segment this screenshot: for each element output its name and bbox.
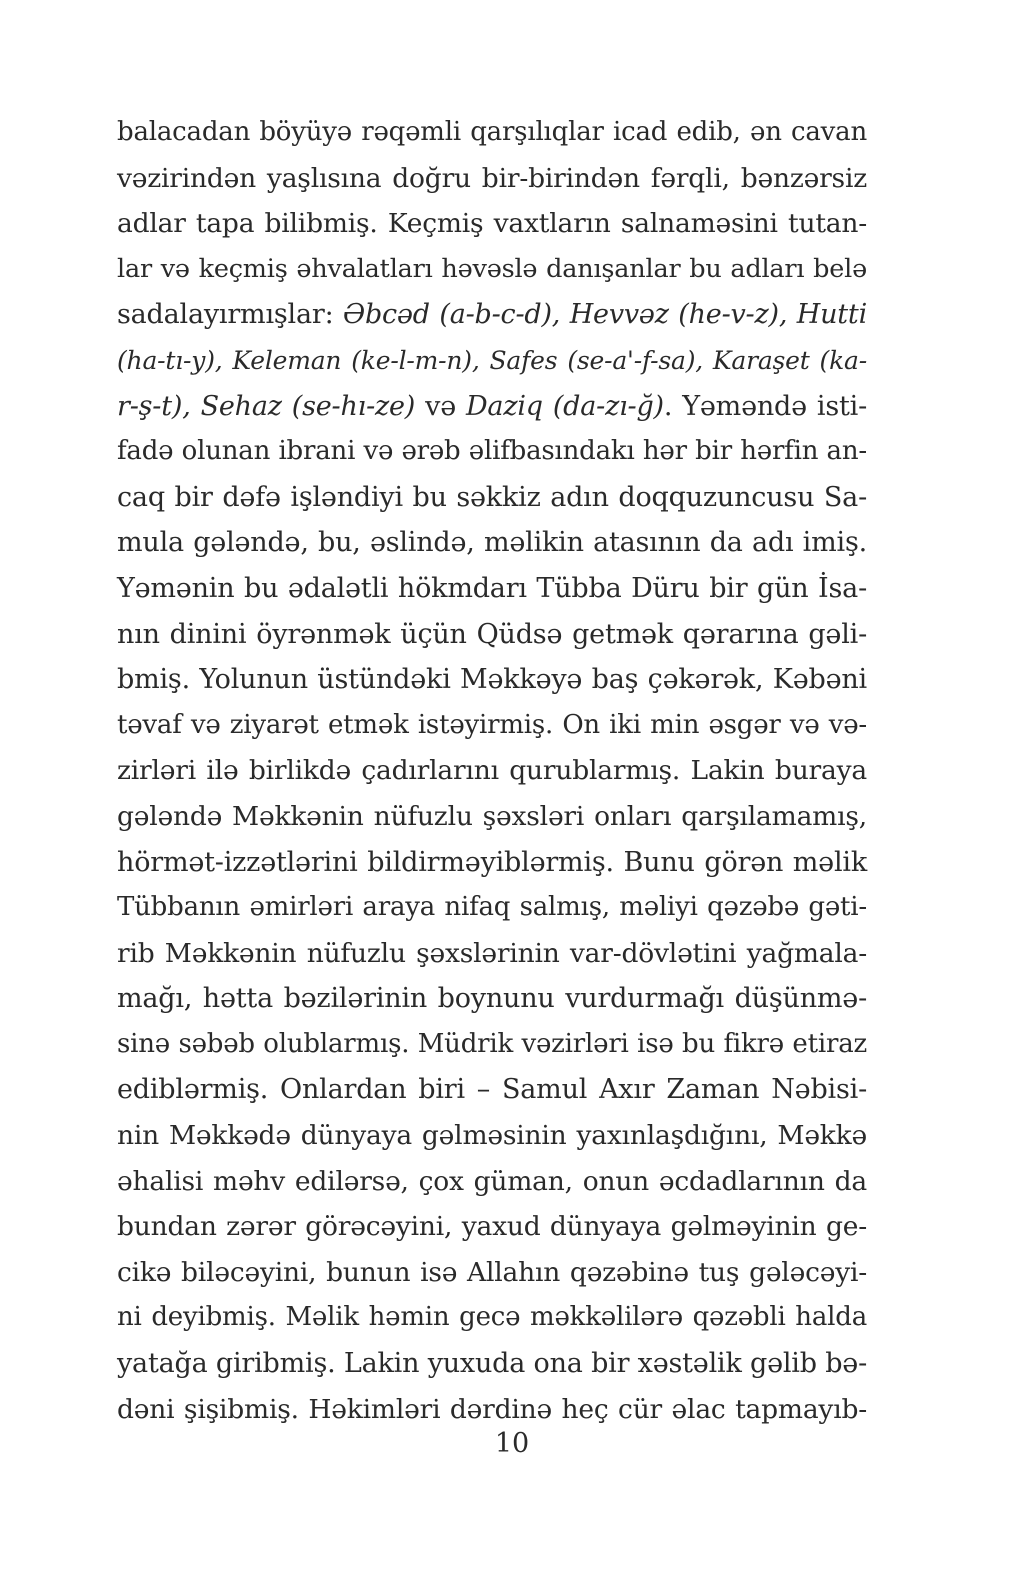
- text-segment: və: [415, 390, 466, 422]
- text-segment: təvaf və ziyarət etmək istəyirmiş. On iki min əsgər və və-: [117, 709, 867, 740]
- text-segment: lar və keçmiş əhvalatları həvəslə danışanlar bu adları belə: [117, 253, 867, 284]
- text-line: [117, 1250, 867, 1296]
- text-segment: mula gələndə, bu, əslində, məlikin atasının da adı imiş.: [117, 527, 867, 559]
- text-segment: Yəmənin bu ədalətli hökmdarı Tübba Düru bir gün İsa-: [117, 572, 867, 604]
- text-segment: rib Məkkənin nüfuzlu şəxslərinin var-dövlətini yağmala-: [117, 937, 867, 969]
- text-line: [117, 110, 867, 156]
- text-line: [117, 976, 867, 1022]
- text-segment: bmiş. Yolunun üstündəki Məkkəyə baş çəkərək, Kəbəni: [117, 664, 867, 696]
- text-line: [117, 201, 867, 247]
- text-line: [117, 794, 867, 840]
- text-segment: ni deyibmiş. Məlik həmin gecə məkkəlilərə qəzəbli halda: [117, 1302, 867, 1333]
- text-segment: ediblərmiş. Onlardan biri – Samul Axır Zaman Nəbisi-: [117, 1074, 867, 1106]
- text-line: [117, 384, 867, 430]
- body-text: [117, 110, 867, 1432]
- text-segment: bundan zərər görəcəyini, yaxud dünyaya gəlməyinin ge-: [117, 1211, 867, 1243]
- text-line: [117, 1159, 867, 1205]
- text-line: [117, 566, 867, 612]
- text-segment: əhalisi məhv edilərsə, çox güman, onun əcdadlarının da: [117, 1165, 867, 1197]
- text-segment: Tübbanın əmirləri araya nifaq salmış, məliyi qəzəbə gəti-: [117, 892, 867, 923]
- text-line: [117, 1022, 867, 1068]
- text-line: [117, 520, 867, 566]
- text-line: [117, 156, 867, 202]
- italic-text-segment: Əbcəd (a-b-c-d), Hevvəz (he-v-z), Hutti: [343, 299, 868, 331]
- text-segment: hörmət-izzətlərini bildirməyiblərmiş. Bunu görən məlik: [117, 846, 867, 878]
- text-line: [117, 1204, 867, 1250]
- text-segment: . Yəməndə isti-: [663, 390, 867, 422]
- text-segment: dəni şişibmiş. Həkimləri dərdinə heç cür əlac tapmayıb-: [117, 1393, 867, 1425]
- text-segment: yatağa giribmiş. Lakin yuxuda ona bir xəstəlik gəlib bə-: [117, 1348, 867, 1380]
- text-line: [117, 657, 867, 703]
- text-line: [117, 1067, 867, 1113]
- text-line: [117, 475, 867, 521]
- page-number: 10: [494, 1428, 530, 1459]
- italic-text-segment: (ha-tı-y), Keleman (ke-l-m-n), Safes (se-a'-f-sa), Karaşet (ka-: [117, 345, 867, 375]
- text-line: [117, 931, 867, 977]
- text-segment: nin Məkkədə dünyaya gəlməsinin yaxınlaşdığını, Məkkə: [117, 1120, 867, 1152]
- text-line: [117, 612, 867, 658]
- text-segment: caq bir dəfə işləndiyi bu səkkiz adın doqquzuncusu Sa-: [117, 481, 867, 513]
- text-line: [117, 1113, 867, 1159]
- text-line: [117, 1341, 867, 1387]
- text-line: [117, 1387, 867, 1433]
- text-line: [117, 703, 867, 749]
- text-segment: adlar tapa bilibmiş. Keçmiş vaxtların salnaməsini tutan-: [117, 208, 867, 240]
- text-line: [117, 885, 867, 931]
- italic-text-segment: Daziq (da-zı-ğ): [465, 390, 664, 422]
- text-line: [117, 840, 867, 886]
- text-line: [117, 338, 867, 384]
- text-segment: cikə biləcəyini, bunun isə Allahın qəzəbinə tuş gələcəyi-: [117, 1256, 867, 1288]
- text-segment: vəzirindən yaşlısına doğru bir-birindən fərqli, bənzərsiz: [117, 162, 867, 194]
- italic-text-segment: r-ş-t), Sehaz (se-hı-ze): [117, 390, 416, 422]
- text-segment: sinə səbəb olublarmış. Müdrik vəzirləri isə bu fikrə etiraz: [117, 1028, 867, 1059]
- text-line: [117, 429, 867, 475]
- text-segment: gələndə Məkkənin nüfuzlu şəxsləri onları qarşılamamış,: [117, 800, 867, 832]
- text-line: [117, 247, 867, 293]
- text-segment: nın dinini öyrənmək üçün Qüdsə getmək qərarına gəli-: [117, 618, 867, 650]
- text-segment: balacadan böyüyə rəqəmli qarşılıqlar icad edib, ən cavan: [117, 117, 867, 147]
- text-segment: sadalayırmışlar:: [117, 299, 344, 331]
- text-segment: mağı, hətta bəzilərinin boynunu vurdurmağı düşünmə-: [117, 983, 867, 1015]
- text-segment: fadə olunan ibrani və ərəb əlifbasındakı hər bir hərfin an-: [117, 436, 867, 467]
- text-segment: zirləri ilə birlikdə çadırlarını qurublarmış. Lakin buraya: [117, 755, 867, 787]
- text-line: [117, 748, 867, 794]
- text-line: [117, 1295, 867, 1341]
- text-line: [117, 292, 867, 338]
